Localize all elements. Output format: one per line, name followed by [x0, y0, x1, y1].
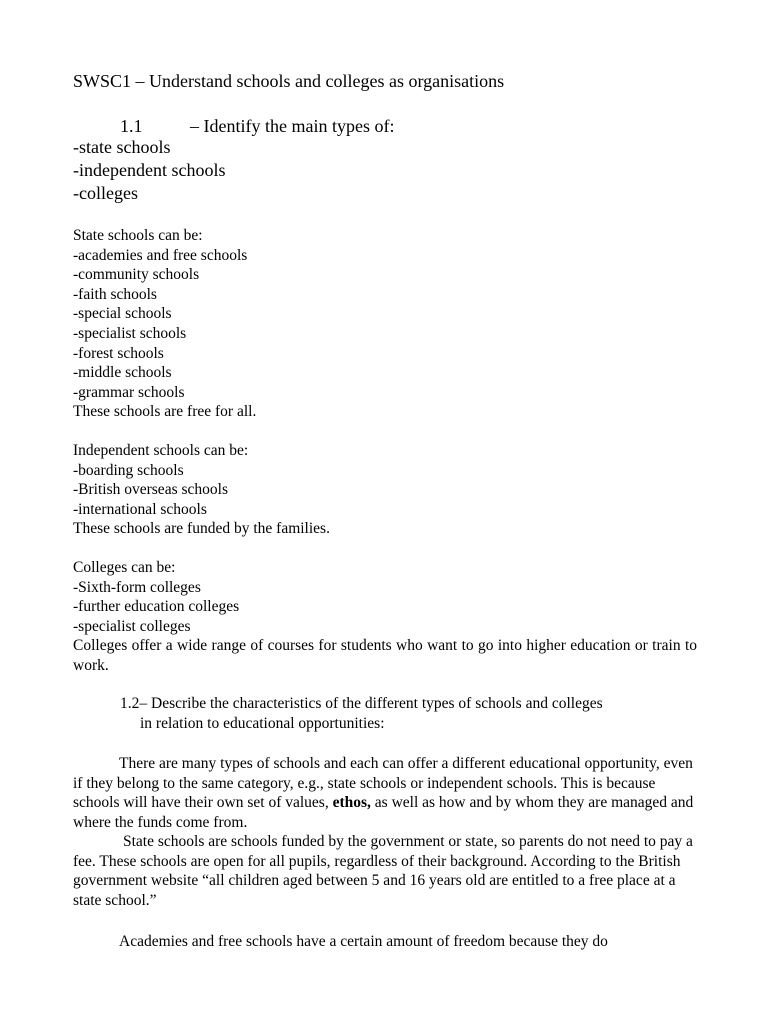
- list-item: -community schools: [73, 266, 200, 284]
- question-prompt: – Identify the main types of:: [190, 116, 395, 136]
- independent-schools-section: [73, 441, 697, 539]
- state-schools-section: [73, 226, 697, 422]
- paragraph-1-text: There are many types of schools and each can offer a different educational opportunity, even if they belong to the same category, e.g., state schools or independent schools. This is because schools will have their own set of values,: [73, 755, 693, 812]
- paragraph-3: [73, 932, 697, 952]
- list-item: -Sixth-form colleges: [73, 578, 201, 596]
- list-item: -state schools: [73, 137, 171, 157]
- list-item: -specialist schools: [73, 324, 187, 342]
- school-types-list: [73, 136, 225, 205]
- section-heading: Colleges can be:: [73, 559, 176, 576]
- list-item: -faith schools: [73, 285, 157, 303]
- list-item: -boarding schools: [73, 461, 184, 479]
- question-1-1: [120, 115, 394, 137]
- list-item: -specialist colleges: [73, 617, 191, 635]
- list-item: -middle schools: [73, 364, 172, 382]
- list-item: -colleges: [73, 183, 138, 203]
- section-note: These schools are free for all.: [73, 403, 257, 421]
- section-note: These schools are funded by the families.: [73, 520, 330, 538]
- paragraph-2-text: State schools are schools funded by the government or state, so parents do not need to pay a fee. These schools are open for all pupils, regardless of their background. According to the British government website “all children aged between 5 and 16 years old are entitled to a free place at a state school.”: [73, 833, 693, 909]
- question-number: 1.1: [120, 116, 143, 136]
- colleges-section: [73, 558, 697, 676]
- question-line-2: in relation to educational opportunities:: [140, 715, 385, 732]
- section-heading: Independent schools can be:: [73, 442, 249, 459]
- list-item: -forest schools: [73, 344, 164, 362]
- list-item: -independent schools: [73, 160, 226, 180]
- section-note: Colleges offer a wide range of courses for students who want to go into higher education or train to work.: [73, 637, 697, 674]
- section-heading: State schools can be:: [73, 227, 203, 244]
- emphasis-ethos: ethos,: [332, 794, 371, 812]
- document-title: SWSC1 – Understand schools and colleges as organisations: [73, 71, 505, 91]
- list-item: -grammar schools: [73, 383, 185, 401]
- question-line-1: 1.2– Describe the characteristics of the different types of schools and colleges: [120, 695, 603, 712]
- list-item: -further education colleges: [73, 598, 240, 616]
- paragraph-2: [73, 832, 697, 910]
- paragraph-1-text-end: as well as how and by whom they are managed and where the funds come from.: [73, 794, 694, 831]
- list-item: -academies and free schools: [73, 246, 248, 264]
- paragraph-3-text: Academies and free schools have a certain amount of freedom because they do: [119, 933, 608, 950]
- list-item: -British overseas schools: [73, 481, 228, 499]
- list-item: -special schools: [73, 305, 172, 323]
- question-1-2: [120, 694, 700, 734]
- paragraph-1: [73, 754, 697, 832]
- list-item: -international schools: [73, 500, 207, 518]
